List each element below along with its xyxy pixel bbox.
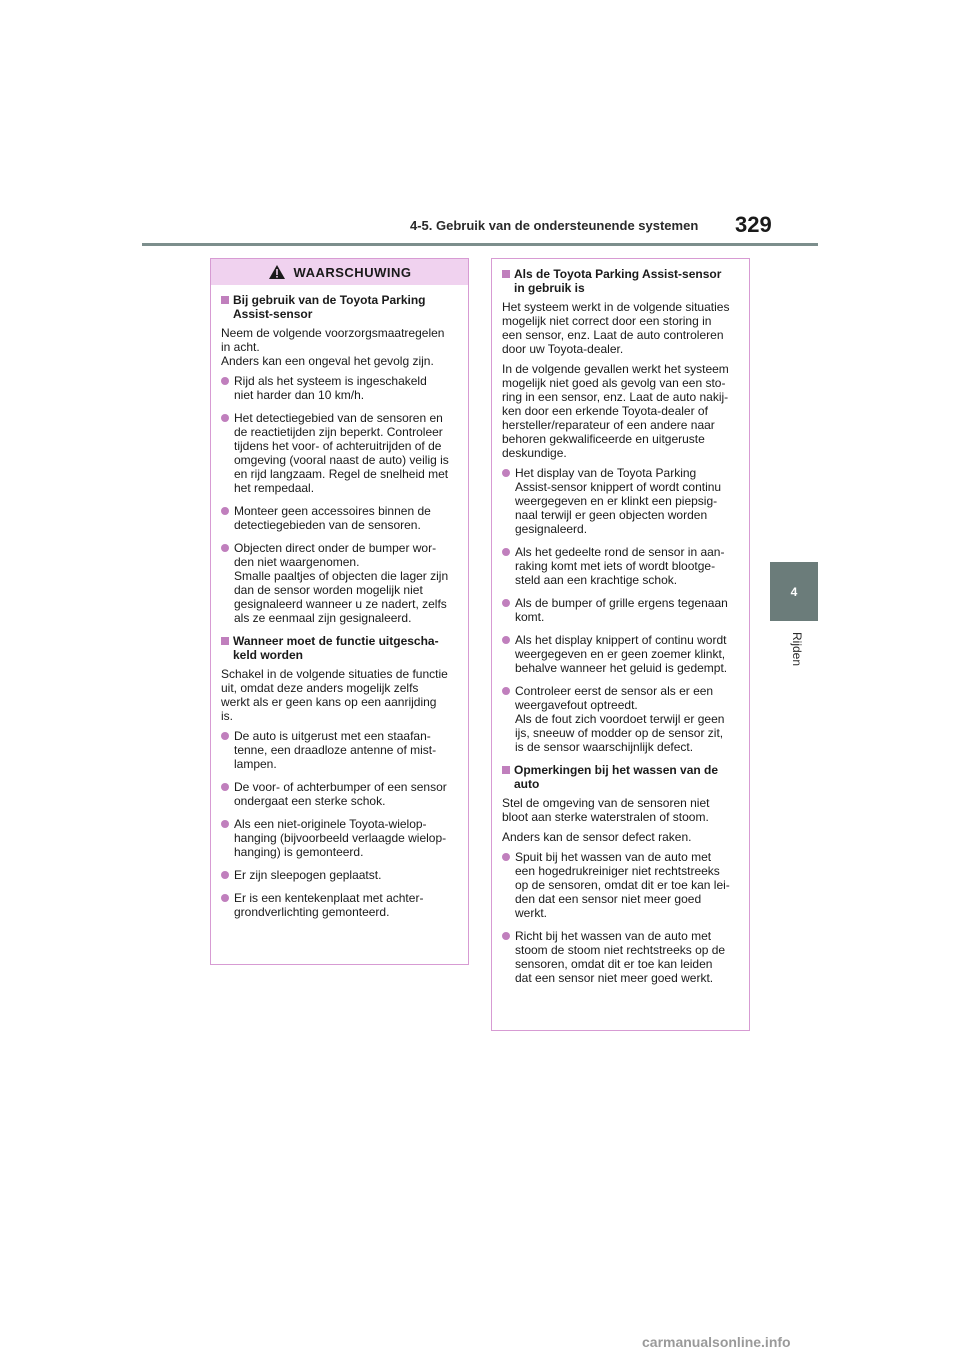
- bullet-item: De auto is uitgerust met een staafan- tenne, een draadloze antenne of mist- lampen.: [221, 729, 458, 771]
- bullet-item: Als een niet-originele Toyota-wielop- hanging (bijvoorbeeld verlaagde wielop- hanging) is gemonteerd.: [221, 817, 458, 859]
- bullet-item: Er zijn sleepogen geplaatst.: [221, 868, 458, 882]
- paragraph: Stel de omgeving van de sensoren niet bloot aan sterke waterstralen of stoom.: [502, 796, 710, 824]
- chapter-tab[interactable]: [770, 562, 818, 621]
- bullet-item: Het detectiegebied van de sensoren en de reactietijden zijn beperkt. Controleer tijdens het voor- of achteruitrijden of de omgeving (vooral naast de auto) veilig is en rijd langzaam. Regel de snelheid met het rempedaal.: [221, 411, 458, 495]
- bullet-item: Het display van de Toyota Parking Assist-sensor knippert of wordt continu weergegeven en er klinkt een piepsig- naal terwijl er geen objecten worden gesignaleerd.: [502, 466, 739, 536]
- warning-triangle-icon: [268, 264, 286, 280]
- bullet-item: Monteer geen accessoires binnen de detectiegebieden van de sensoren.: [221, 504, 458, 532]
- bullet-item: Rijd als het systeem is ingeschakeld niet harder dan 10 km/h.: [221, 374, 458, 402]
- bullet-item: Spuit bij het wassen van de auto met een hogedrukreiniger niet rechtstreeks op de sensoren, omdat dit er toe kan lei- den dat een sensor niet meer goed werkt.: [502, 850, 739, 920]
- bullet-item: Controleer eerst de sensor als er een weergavefout optreedt. Als de fout zich voordoet terwijl er geen ijs, sneeuw of modder op de sensor zit, is de sensor waarschijnlijk defect.: [502, 684, 739, 754]
- bullet-item: Als het display knippert of continu wordt weergegeven en er geen zoemer klinkt, behalve wanneer het geluid is gedempt.: [502, 633, 739, 675]
- paragraph: Schakel in de volgende situaties de functie uit, omdat deze anders mogelijk zelfs werkt als er geen kans op een aanrijding is.: [221, 667, 448, 723]
- paragraph: Neem de volgende voorzorgsmaatregelen in acht. Anders kan een ongeval het gevolg zijn.: [221, 326, 445, 368]
- paragraph: In de volgende gevallen werkt het systeem mogelijk niet goed als gevolg van een sto- ring in een sensor, enz. Laat de auto nakij- ken door een erkende Toyota-dealer of hersteller/reparateur of een andere naar behoren gekwalificeerde en uitgeruste deskundige.: [502, 362, 729, 460]
- watermark: carmanualsonline.info: [642, 1334, 791, 1350]
- notice-box: [491, 258, 750, 1031]
- section-heading: Wanneer moet de functie uitgescha- keld worden: [221, 634, 458, 662]
- bullet-item: Objecten direct onder de bumper wor- den niet waargenomen. Smalle paaltjes of objecten die lager zijn dan de sensor worden mogelijk niet gesignaleerd wanneer u ze nadert, zelfs als ze eenmaal zijn gesignaleerd.: [221, 541, 458, 625]
- bullet-item: Als de bumper of grille ergens tegenaan komt.: [502, 596, 739, 624]
- page-number: 329: [735, 212, 772, 237]
- section-heading: Opmerkingen bij het wassen van de auto: [502, 763, 739, 791]
- chapter-number: 4: [790, 584, 798, 599]
- paragraph: Anders kan de sensor defect raken.: [502, 830, 692, 844]
- warning-header: [211, 259, 468, 285]
- bullet-item: Er is een kentekenplaat met achter- grondverlichting gemonteerd.: [221, 891, 458, 919]
- section-heading: Als de Toyota Parking Assist-sensor in gebruik is: [502, 267, 739, 295]
- section-heading: Bij gebruik van de Toyota Parking Assist-sensor: [221, 293, 458, 321]
- bullet-item: Als het gedeelte rond de sensor in aan- raking komt met iets of wordt blootge- steld aan een krachtige schok.: [502, 545, 739, 587]
- paragraph: Het systeem werkt in de volgende situaties mogelijk niet correct door een storing in een sensor, enz. Laat de auto controleren door uw Toyota-dealer.: [502, 300, 730, 356]
- section-title: 4-5. Gebruik van de ondersteunende systemen: [410, 218, 699, 233]
- header-rule: [142, 243, 818, 246]
- warning-box: [210, 258, 469, 965]
- warning-heading: WAARSCHUWING: [293, 264, 412, 280]
- chapter-label: Rijden: [790, 632, 804, 667]
- bullet-item: De voor- of achterbumper of een sensor ondergaat een sterke schok.: [221, 780, 458, 808]
- bullet-item: Richt bij het wassen van de auto met stoom de stoom niet rechtstreeks op de sensoren, omdat dit er toe kan leiden dat een sensor niet meer goed werkt.: [502, 929, 739, 985]
